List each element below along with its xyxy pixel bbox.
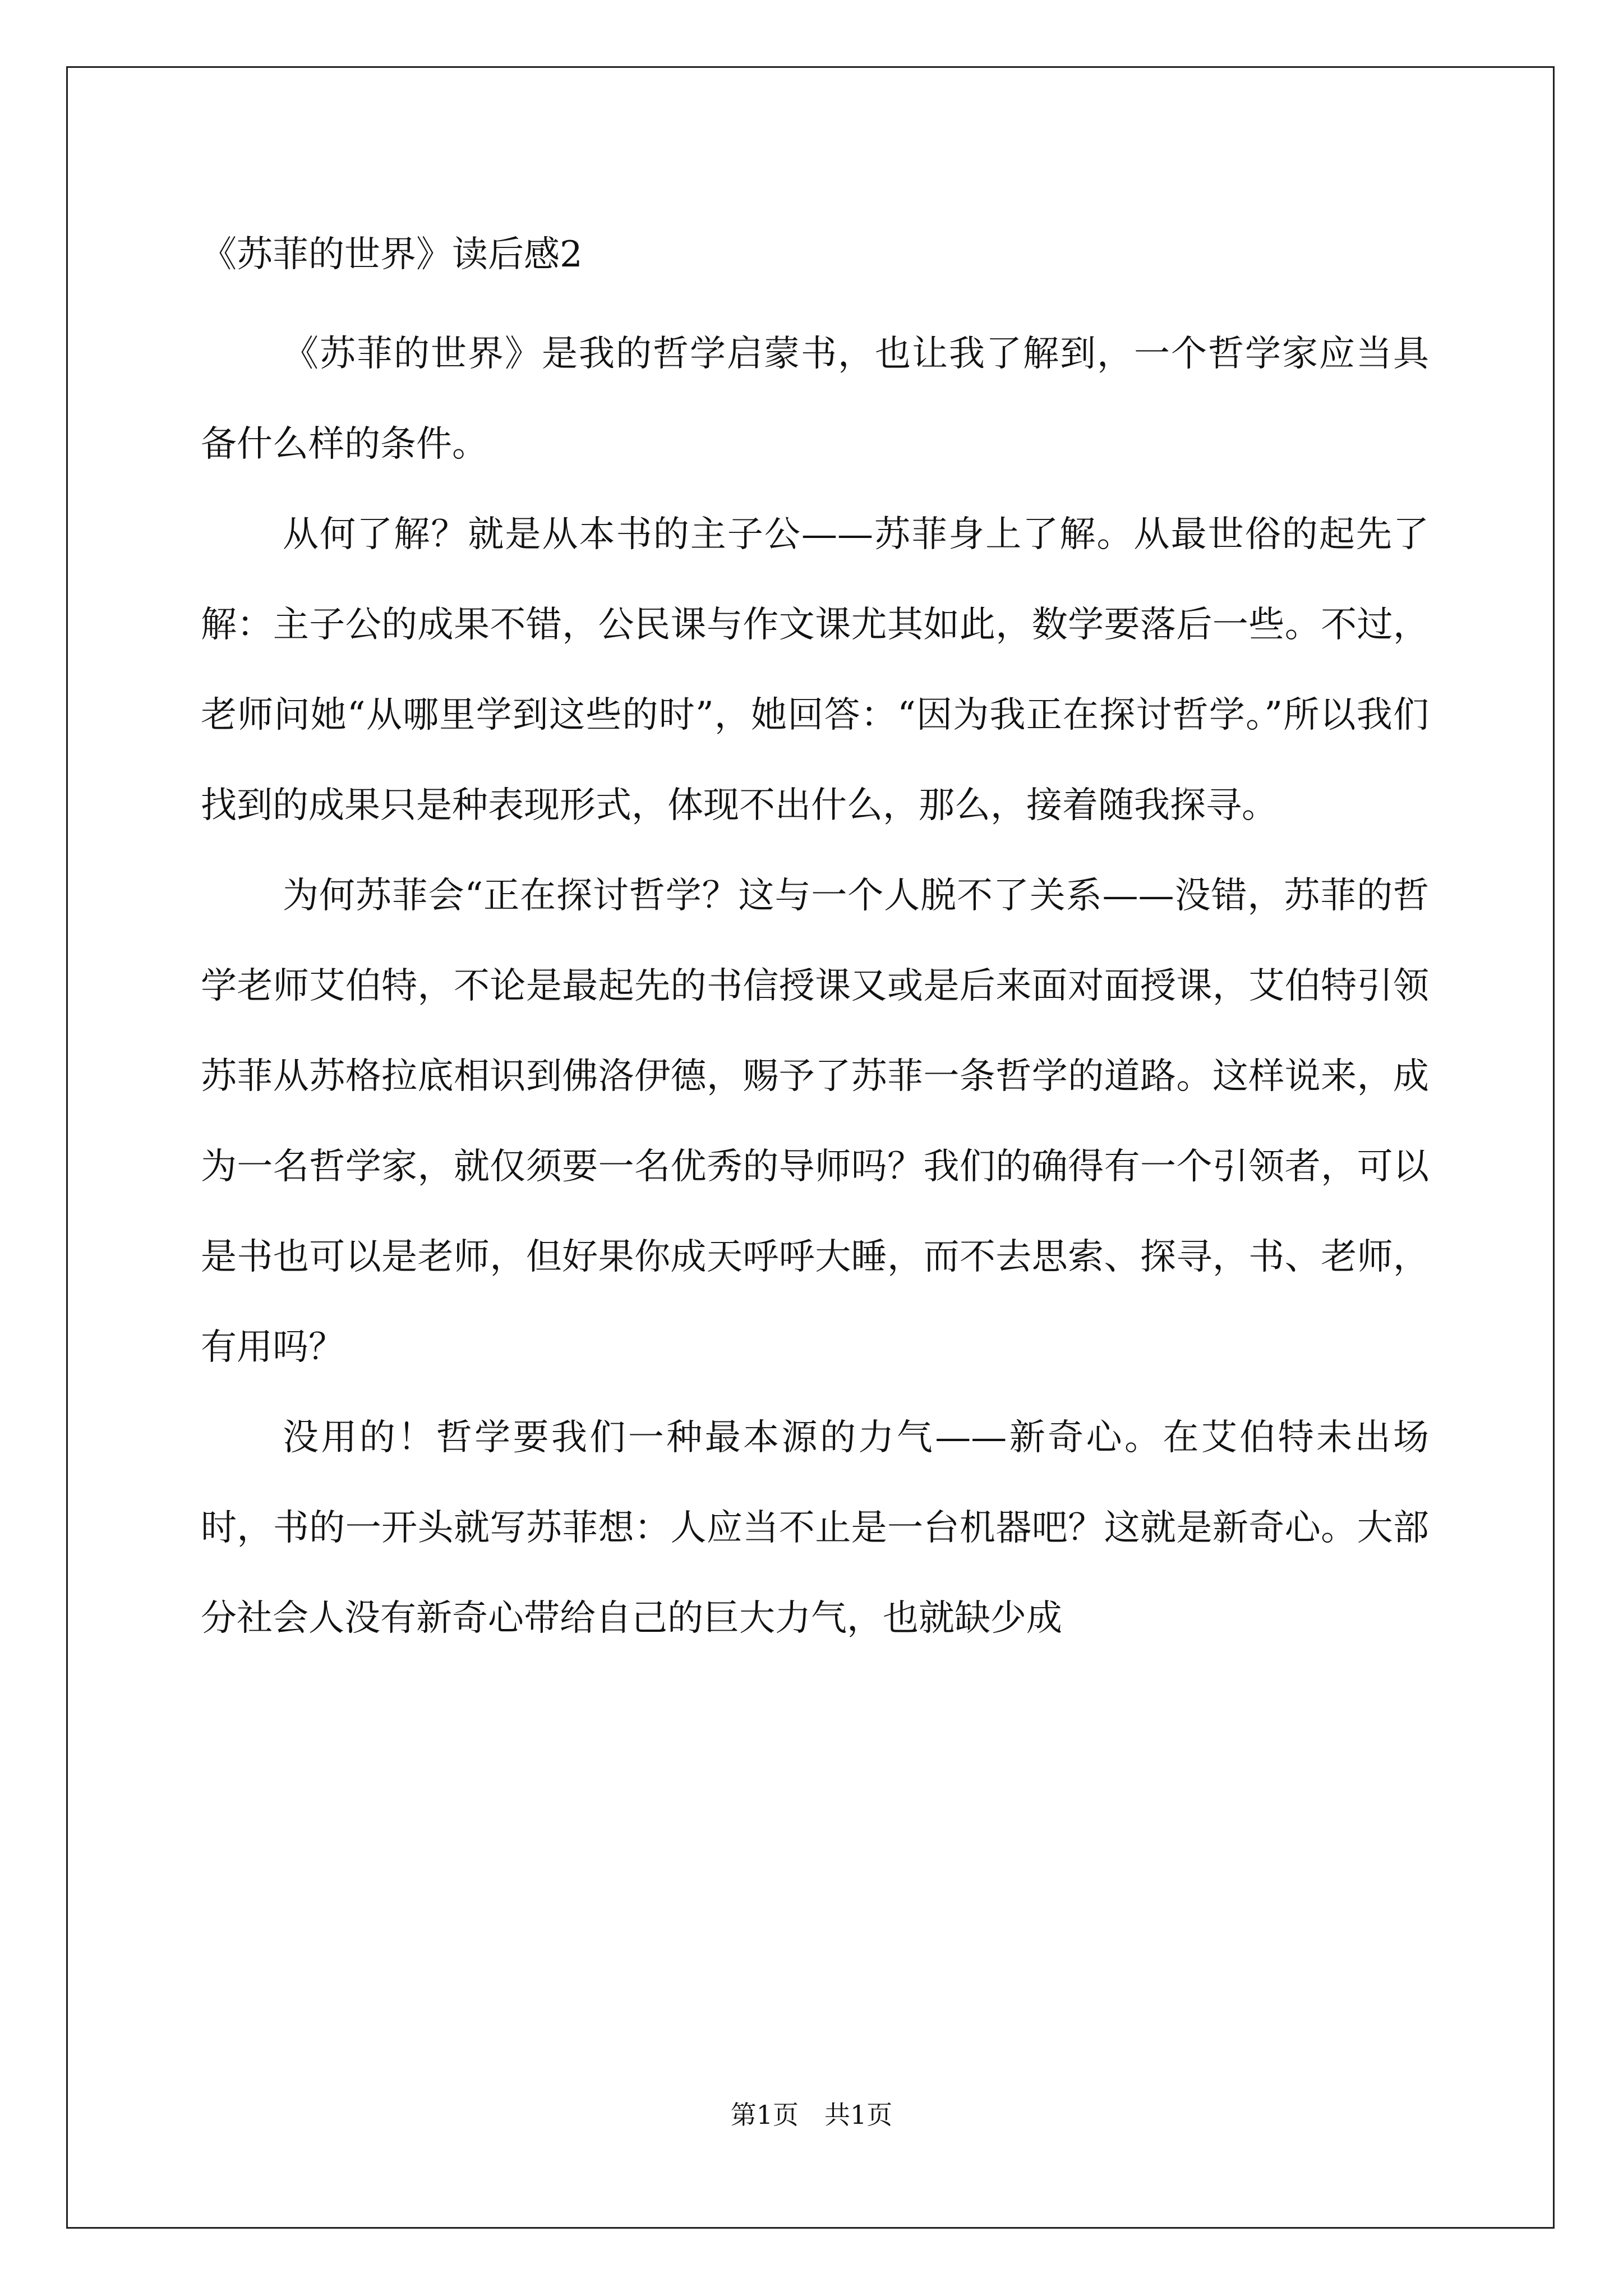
paragraph-3: 为何苏菲会“正在探讨哲学？这与一个人脱不了关系——没错，苏菲的哲学老师艾伯特，不论是最起先的书信授课又或是后来面对面授课，艾伯特引领苏菲从苏格拉底相识到佛洛伊德，赐予了苏菲一条哲学的道路。这样说来，成为一名哲学家，就仅须要一名优秀的导师吗？我们的确得有一个引领者，可以是书也可以是老师，但好果你成天呼呼大睡，而不去思索、探寻，书、老师，有用吗？ — [201, 875, 1429, 1368]
page-footer: 第1页 共1页 — [730, 2100, 893, 2130]
document-title: 《苏菲的世界》读后感2 — [201, 234, 583, 275]
paragraph-2: 从何了解？就是从本书的主子公——苏菲身上了解。从最世俗的起先了解：主子公的成果不错，公民课与作文课尤其如此，数学要落后一些。不过，老师问她“从哪里学到这些的时”，她回答：“因为我正在探讨哲学。”所以我们找到的成果只是种表现形式，体现不出什么，那么，接着随我探寻。 — [201, 514, 1429, 826]
paragraph-4: 没用的！哲学要我们一种最本源的力气——新奇心。在艾伯特未出场时，书的一开头就写苏菲想：人应当不止是一台机器吧？这就是新奇心。大部分社会人没有新奇心带给自己的巨大力气，也就缺少成 — [201, 1417, 1429, 1639]
paragraph-1: 《苏菲的世界》是我的哲学启蒙书，也让我了解到，一个哲学家应当具备什么样的条件。 — [201, 333, 1429, 465]
document-body — [201, 219, 1429, 1664]
